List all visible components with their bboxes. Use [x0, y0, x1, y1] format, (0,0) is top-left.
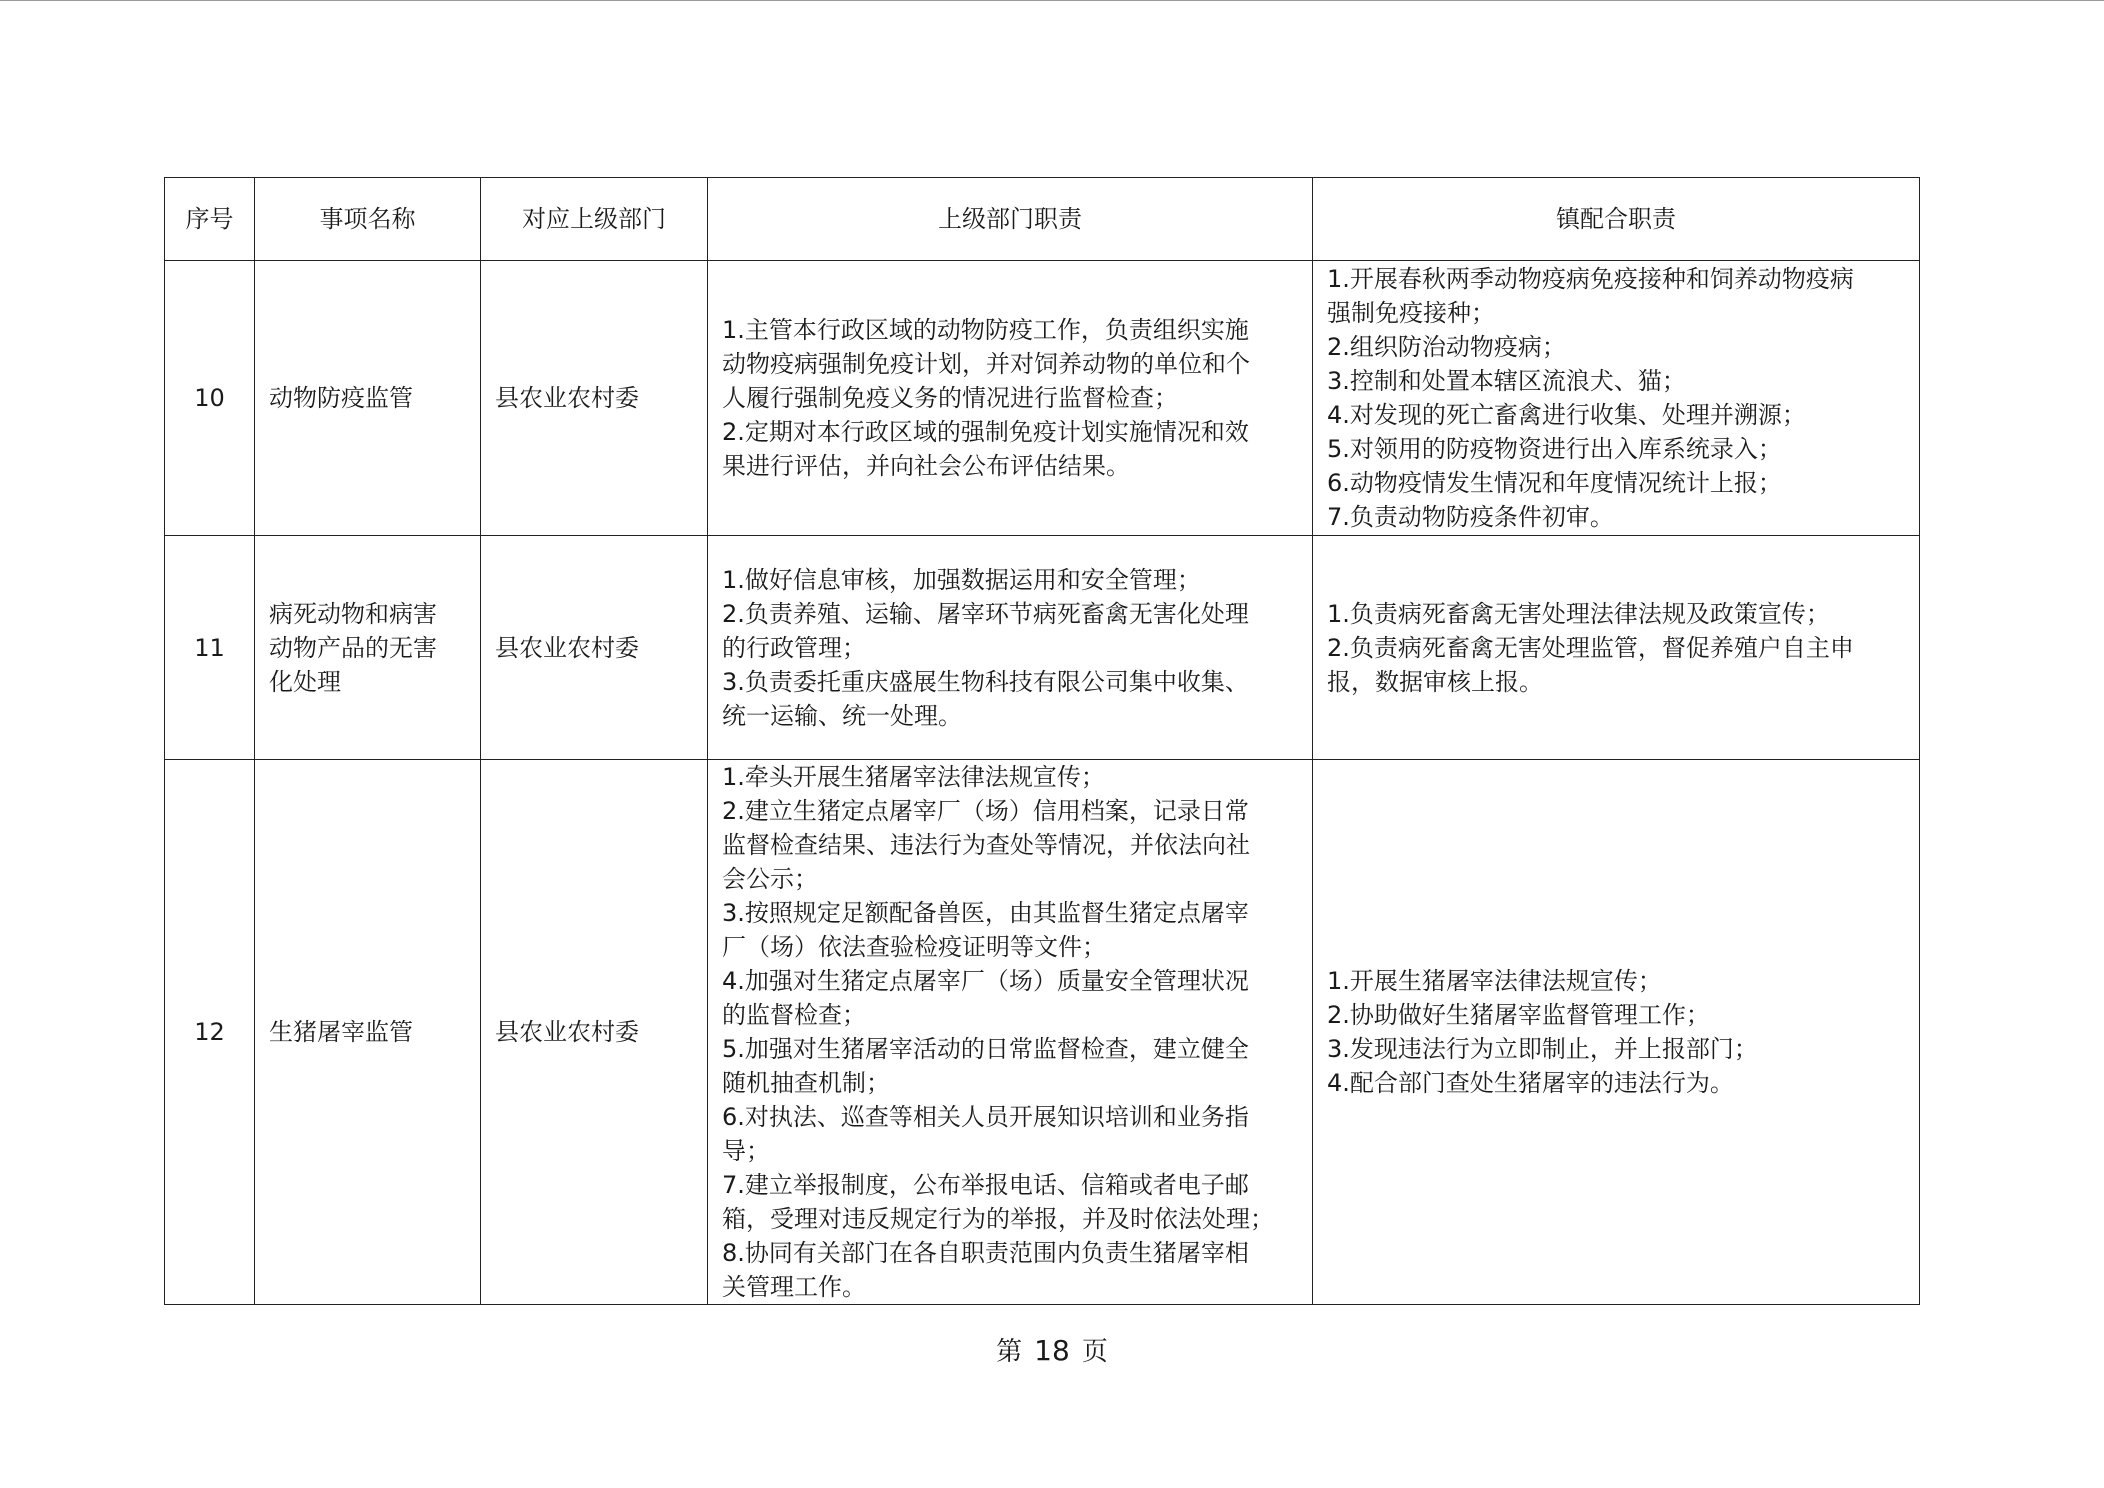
- duty-line: 7.建立举报制度，公布举报电话、信箱或者电子邮: [722, 1171, 1249, 1199]
- header-index: 序号: [165, 178, 255, 261]
- duty-line: 6.对执法、巡查等相关人员开展知识培训和业务指: [722, 1103, 1249, 1131]
- item-name-line: 动物产品的无害: [269, 633, 437, 662]
- item-name-line: 生猪屠宰监管: [269, 1018, 413, 1046]
- duty-line: 2.定期对本行政区域的强制免疫计划实施情况和效: [722, 418, 1249, 446]
- duty-line: 人履行强制免疫义务的情况进行监督检查；: [722, 384, 1178, 412]
- duty-line: 1.负责病死畜禽无害处理法律法规及政策宣传；: [1327, 599, 1830, 628]
- duty-line: 2.组织防治动物疫病；: [1327, 333, 1566, 361]
- duty-line: 6.动物疫情发生情况和年度情况统计上报；: [1327, 469, 1782, 497]
- duty-line: 3.负责委托重庆盛展生物科技有限公司集中收集、: [722, 667, 1249, 696]
- superior-dept: 县农业农村委: [495, 384, 639, 412]
- duty-line: 3.发现违法行为立即制止，并上报部门；: [1327, 1035, 1758, 1063]
- duty-line: 会公示；: [722, 865, 818, 893]
- duty-line: 1.主管本行政区域的动物防疫工作，负责组织实施: [722, 316, 1249, 344]
- page-label-suffix: 页: [1081, 1337, 1108, 1367]
- page-number: 18: [1034, 1334, 1070, 1367]
- item-name-line: 病死动物和病害: [269, 599, 437, 628]
- duty-line: 强制免疫接种；: [1327, 299, 1495, 327]
- duty-line: 箱，受理对违反规定行为的举报，并及时依法处理；: [722, 1205, 1274, 1233]
- row-index: 10: [194, 384, 225, 412]
- row-index: 12: [194, 1018, 225, 1046]
- table-row: [165, 760, 1920, 1305]
- duty-line: 1.开展春秋两季动物疫病免疫接种和饲养动物疫病: [1327, 265, 1854, 293]
- table-header-row: [165, 178, 1920, 261]
- duty-line: 2.负责养殖、运输、屠宰环节病死畜禽无害化处理: [722, 599, 1249, 628]
- town-duties-cell: [1313, 536, 1920, 760]
- item-name-line: 动物防疫监管: [269, 384, 413, 412]
- row-index-cell: [165, 536, 255, 760]
- superior-duties-cell: [708, 536, 1313, 760]
- duty-line: 3.按照规定足额配备兽医，由其监督生猪定点屠宰: [722, 899, 1249, 927]
- header-item-name: 事项名称: [255, 178, 481, 261]
- duty-line: 统一运输、统一处理。: [722, 701, 962, 730]
- superior-duties-cell: [708, 261, 1313, 536]
- duty-line: 3.控制和处置本辖区流浪犬、猫；: [1327, 367, 1686, 395]
- duty-line: 监督检查结果、违法行为查处等情况，并依法向社: [722, 831, 1250, 859]
- duty-line: 8.协同有关部门在各自职责范围内负责生猪屠宰相: [722, 1239, 1249, 1267]
- duty-line: 报，数据审核上报。: [1327, 667, 1543, 696]
- page-label-prefix: 第: [996, 1337, 1023, 1367]
- header-superior-duties: 上级部门职责: [708, 178, 1313, 261]
- row-index-cell: [165, 261, 255, 536]
- duty-line: 1.牵头开展生猪屠宰法律法规宣传；: [722, 763, 1105, 791]
- duties-table: [164, 177, 1920, 1305]
- superior-dept-cell: [481, 261, 708, 536]
- item-name-cell: [255, 261, 481, 536]
- duty-line: 的监督检查；: [722, 1001, 866, 1029]
- page-top-edge: [0, 0, 2104, 1]
- duty-line: 导；: [722, 1137, 770, 1165]
- superior-dept: 县农业农村委: [495, 633, 639, 662]
- item-name-cell: [255, 536, 481, 760]
- superior-dept-cell: [481, 536, 708, 760]
- duty-line: 随机抽查机制；: [722, 1069, 890, 1097]
- row-index: 11: [194, 633, 225, 662]
- header-superior-dept: 对应上级部门: [481, 178, 708, 261]
- superior-duties-cell: [708, 760, 1313, 1305]
- duty-line: 2.建立生猪定点屠宰厂（场）信用档案，记录日常: [722, 797, 1249, 825]
- duty-line: 4.加强对生猪定点屠宰厂（场）质量安全管理状况: [722, 967, 1249, 995]
- duty-line: 关管理工作。: [722, 1273, 866, 1301]
- duty-line: 1.做好信息审核，加强数据运用和安全管理；: [722, 565, 1201, 594]
- table-row: [165, 261, 1920, 536]
- duty-line: 5.对领用的防疫物资进行出入库系统录入；: [1327, 435, 1782, 463]
- header-town-duties: 镇配合职责: [1313, 178, 1920, 261]
- duty-line: 2.负责病死畜禽无害处理监管，督促养殖户自主申: [1327, 633, 1854, 662]
- item-name-cell: [255, 760, 481, 1305]
- town-duties-cell: [1313, 261, 1920, 536]
- duty-line: 的行政管理；: [722, 633, 866, 662]
- duty-line: 5.加强对生猪屠宰活动的日常监督检查，建立健全: [722, 1035, 1249, 1063]
- row-index-cell: [165, 760, 255, 1305]
- page-footer: [0, 1332, 2104, 1371]
- duty-line: 2.协助做好生猪屠宰监督管理工作；: [1327, 1001, 1710, 1029]
- town-duties-cell: [1313, 760, 1920, 1305]
- duty-line: 果进行评估，并向社会公布评估结果。: [722, 452, 1130, 480]
- duty-line: 动物疫病强制免疫计划，并对饲养动物的单位和个: [722, 350, 1250, 378]
- duty-line: 厂（场）依法查验检疫证明等文件；: [722, 933, 1106, 961]
- duty-line: 7.负责动物防疫条件初审。: [1327, 503, 1614, 531]
- superior-dept: 县农业农村委: [495, 1018, 639, 1046]
- duty-line: 1.开展生猪屠宰法律法规宣传；: [1327, 967, 1662, 995]
- item-name-line: 化处理: [269, 667, 341, 696]
- superior-dept-cell: [481, 760, 708, 1305]
- duty-line: 4.对发现的死亡畜禽进行收集、处理并溯源；: [1327, 401, 1806, 429]
- duty-line: 4.配合部门查处生猪屠宰的违法行为。: [1327, 1069, 1734, 1097]
- table-row: [165, 536, 1920, 760]
